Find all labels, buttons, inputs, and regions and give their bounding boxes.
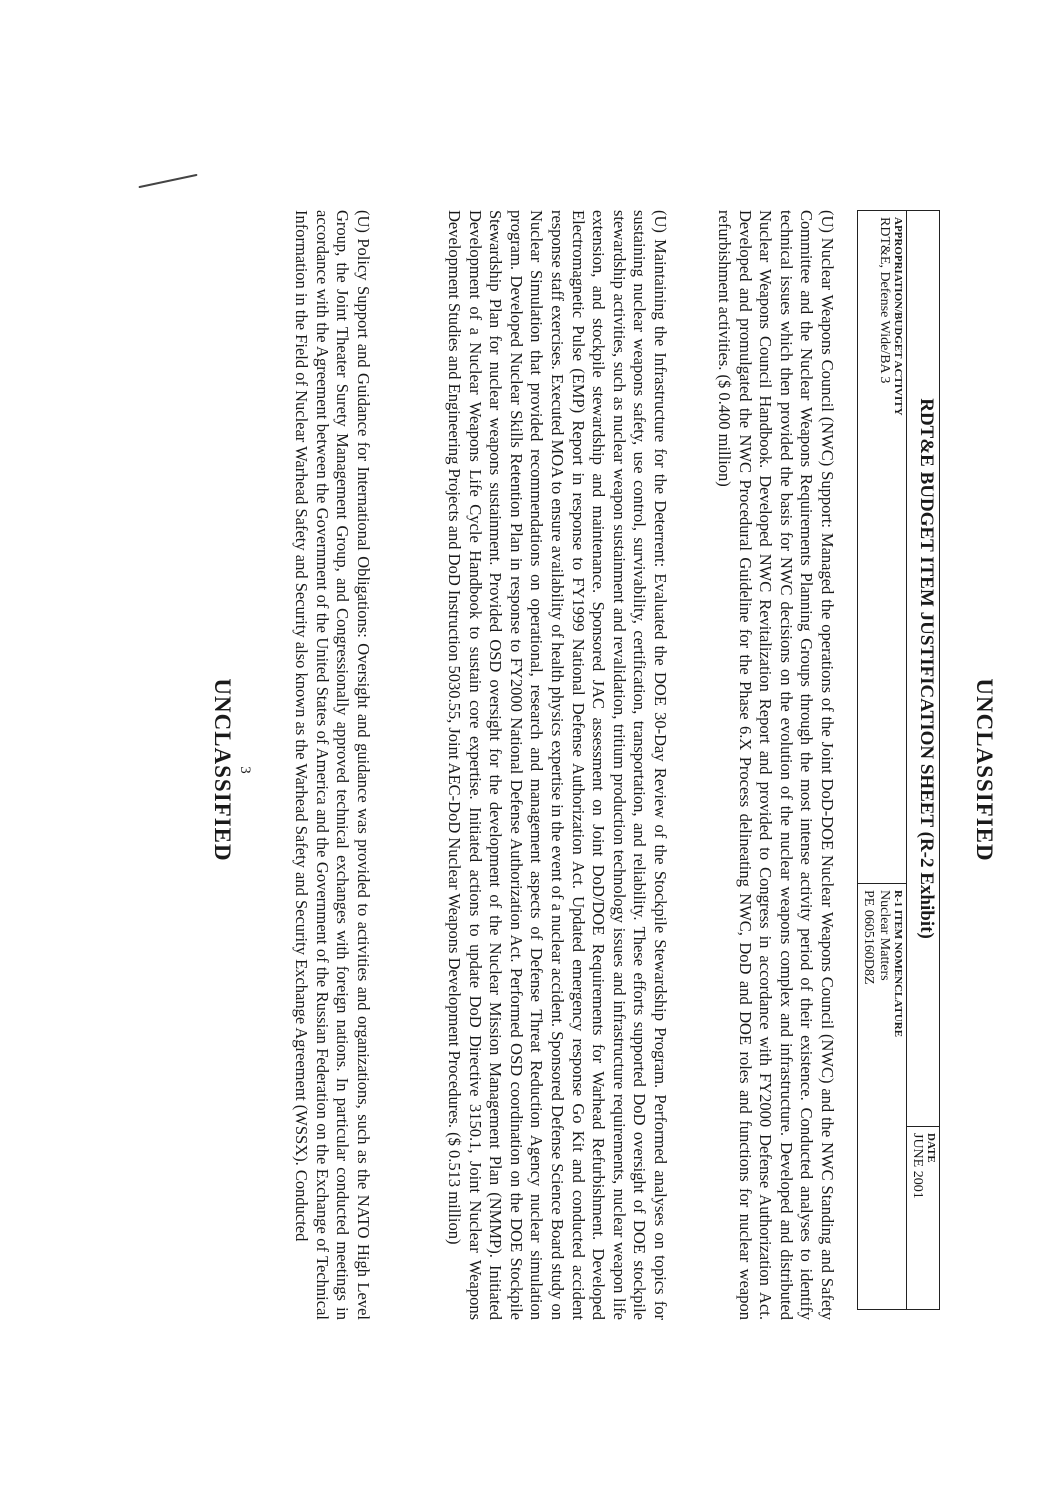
date-value: JUNE 2001 [910,1133,925,1199]
nomenclature-label: R-1 ITEM NOMENCLATURE [892,890,904,1038]
paragraph-nwc-support: (U) Nuclear Weapons Council (NWC) Support: Managed the operations of the Joint DoD-DOE Nuclear Weapons Council (NWC) and the NWC Standing and Safety Committee and the Nuclear Weapons Requirements Planning Groups through the most intense activity period of their existence. Conducted analyses to identify technical issues which then provided the basis for NWC decisions on the evolution of the nuclear weapons complex and infrastructure. Developed and distributed Nuclear Weapons Council Handbook. Developed NWC Revitalization Report and provided to Congress in accordance with FY2000 Defense Authorization Act. Developed and promulgated the NWC Procedural Guideline for the Phase 6.X Process delineating NWC, DoD and DOE roles and functions for nuclear weapon refurbishment activities. ($ 0.400 million) [715,210,837,1320]
appropriation-value: RDT&E, Defense Wide/BA 3 [877,217,892,384]
nomenclature-value: Nuclear Matters [877,890,892,981]
exhibit-title: RDT&E BUDGET ITEM JUSTIFICATION SHEET (R-2 Exhibit) [907,211,940,1127]
date-label: DATE [925,1133,937,1163]
rotated-document-page [185,120,1005,1420]
appropriation-cell [858,211,907,884]
footer-classification: UNCLASSIFIED [210,678,235,862]
appropriation-label: APPROPRIATION/BUDGET ACTIVITY [892,217,904,416]
exhibit-header-table [857,210,940,1310]
program-element-value: PE 0605160D8Z [861,890,876,985]
date-cell [907,1127,940,1310]
paragraph-infrastructure: (U) Maintaining the Infrastructure for the Deterrent: Evaluated the DOE 30-Day Review of the Stockpile Stewardship Program. Performed analyses on topics for sustaining nuclear weapons safety, use control, survivability, certification, transportation, and reliability. These efforts supported DoD oversight of DOE stockpile stewardship activities, such as nuclear weapon sustainment and revalidation, tritium production technology issues and infrastructure requirements, nuclear weapon life extension, and stockpile stewardship and maintenance. Sponsored JAC assessment on Joint DoD/DOE Requirements for Warhead Refurbishment. Developed Electromagnetic Pulse (EMP) Report in response to FY1999 National Defense Authorization Act. Updated emergency response Go Kit and conducted accident response staff exercises. Executed MOA to ensure availability of health physics expertise in the event of a nuclear accident. Sponsored Defense Science Board study on Nuclear Simulation that provided recommendations on operational, research and management aspects of Defense Threat Reduction Agency nuclear simulation program. Developed Nuclear Skills Retention Plan in response to FY2000 National Defense Authorization Act. Performed OSD coordination on the DOE Stockpile Stewardship Plan for nuclear weapons sustainment. Provided OSD oversight for the development of the Nuclear Mission Management Plan (NMMP). Initiated Development of a Nuclear Weapons Life Cycle Handbook to sustain core expertise. Initiated actions to update DoD Directive 3150.1, Joint Nuclear Weapons Development Studies and Engineering Projects and DoD Instruction 5030.55, Joint AEC-DoD Nuclear Weapons Development Procedures. ($ 0.513 million) [445,210,670,1320]
header-classification: UNCLASSIFIED [972,678,997,862]
page-number: 3 [237,766,253,774]
nomenclature-cell [858,884,907,1310]
paragraph-international: (U) Policy Support and Guidance for International Obligations: Oversight and guidance was provided to activities and organizations, such as the NATO High Level Group, the Joint Theater Surety Management Group, and Congressionally approved technical exchanges with foreign nations. In particular conducted meetings in accordance with the Agreement between the Government of the United States of America and the Government of the Russian Federation on the Exchange of Technical Information in the Field of Nuclear Warhead Safety and Security also known as the Warhead Safety and Security Exchange Agreement (WSSX). Conducted [292,210,373,1320]
